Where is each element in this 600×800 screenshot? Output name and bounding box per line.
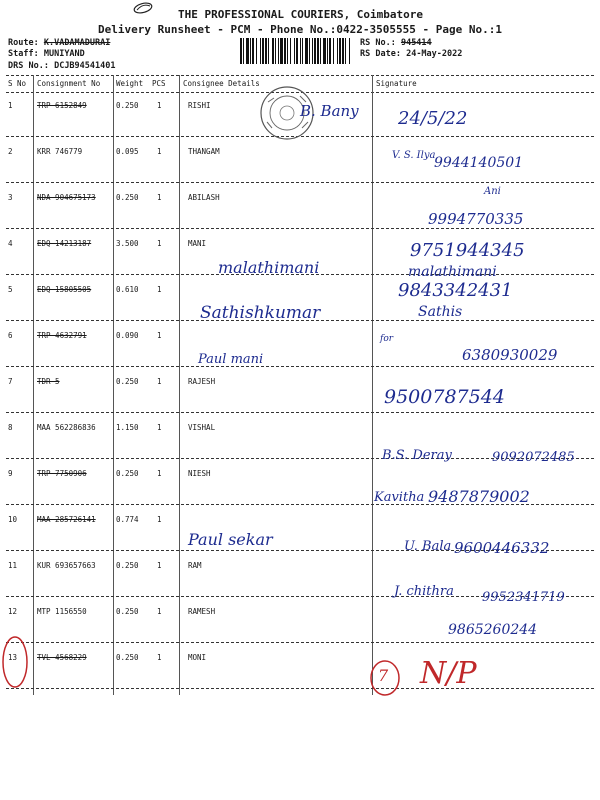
row-consignment: MAA 285726141 [37,515,96,524]
handwritten-date: 24/5/22 [398,108,468,129]
row-pcs: 1 [157,331,162,340]
row-consignee: THANGAM [188,147,220,156]
row-pcs: 1 [157,239,162,248]
col-header-consignment: Consignment No [37,79,101,88]
row-consignee: MANI [188,239,207,248]
row-consignee: NIESH [188,469,211,478]
row-consignee: VISHAL [188,423,216,432]
staff-value: MUNIYAND [43,49,85,59]
row-sno: 5 [8,285,13,294]
handwritten-phone: 9600446332 [454,539,550,557]
row-pcs: 1 [157,469,162,478]
row-consignment: TVL 4568229 [37,653,87,662]
rs-date-value: 24-May-2022 [406,49,463,59]
drs-line [8,61,116,71]
row-sno: 1 [8,101,13,110]
handwritten-phone: 9751944345 [410,240,525,261]
red-handwritten-mark: 7 [378,666,389,685]
row-pcs: 1 [157,423,162,432]
rs-no-value: 945414 [400,38,432,48]
route-label: Route: [8,38,39,48]
row-consignment: MAA 562286836 [37,423,96,432]
row-weight: 0.250 [116,377,139,386]
row-consignment: TDR 5 [37,377,60,386]
row-consignee: MONI [188,653,207,662]
handwritten-phone: 9487879002 [428,487,530,506]
row-consignee: ABILASH [188,193,220,202]
handwritten-note: for [380,334,394,344]
row-consignment: NDA 904675173 [37,193,96,202]
header-top-rule [6,75,594,76]
row-weight: 0.774 [116,515,139,524]
company-name: THE PROFESSIONAL COURIERS, Coimbatore [178,8,424,21]
row-pcs: 1 [157,101,162,110]
row-pcs: 1 [157,653,162,662]
row-weight: 0.250 [116,101,139,110]
handwritten-phone: 9952341719 [482,590,565,605]
route-line [8,38,110,48]
handwritten-phone: 9865260244 [448,622,538,638]
rs-date-label: RS Date: [360,49,401,59]
route-value: K.VADAMADURAI [43,38,111,48]
row-weight: 0.250 [116,607,139,616]
row-consignee: RISHI [188,101,211,110]
col-header-sno: S No [8,79,27,88]
row-separator [6,642,594,643]
row-sno: 9 [8,469,13,478]
handwritten-phone: 9092072485 [492,450,575,465]
courier-logo-icon [132,2,154,14]
row-separator [6,182,594,183]
handwritten-signature: J. chithra [394,584,454,599]
row-pcs: 1 [157,193,162,202]
row-sno: 8 [8,423,13,432]
row-pcs: 1 [157,515,162,524]
handwritten-name: Paul sekar [188,530,273,549]
row-weight: 0.610 [116,285,139,294]
row-consignee: RAJESH [188,377,216,386]
staff-line [8,49,85,59]
handwritten-signature: U. Bala [404,539,452,554]
row-consignment: TRP 7750906 [37,469,87,478]
row-weight: 3.500 [116,239,139,248]
handwritten-phone: 9944140501 [434,155,524,171]
handwritten-phone: 9500787544 [384,386,505,408]
red-circle-mark [0,634,30,690]
drs-label: DRS No.: [8,61,49,71]
drs-value: DCJB94541401 [54,61,116,71]
row-weight: 0.090 [116,331,139,340]
row-consignment: TRP 4632791 [37,331,87,340]
row-consignee: RAMESH [188,607,216,616]
handwritten-signature: Sathis [418,304,463,320]
row-pcs: 1 [157,377,162,386]
staff-label: Staff: [8,49,39,59]
row-consignment: KUR 693657663 [37,561,96,570]
row-consignment: EDQ 15805505 [37,285,92,294]
row-separator [6,366,594,367]
col-header-pcs: PCS [152,79,166,88]
row-consignment: KRR 746779 [37,147,83,156]
row-separator [6,412,594,413]
row-weight: 0.250 [116,561,139,570]
row-consignment: EDQ 14213187 [37,239,92,248]
barcode-icon [240,38,350,64]
handwritten-signature: Ani [484,186,501,197]
row-pcs: 1 [157,607,162,616]
table-row [0,369,600,413]
handwritten-phone: 9843342431 [398,280,513,301]
row-consignee: RAM [188,561,202,570]
row-weight: 0.250 [116,653,139,662]
rs-no-label: RS No.: [360,38,396,48]
rs-date-line [360,49,462,59]
handwritten-name: Sathishkumar [200,303,321,323]
row-separator [6,228,594,229]
handwritten-signature: B.S. Deray [382,448,452,463]
row-sno: 3 [8,193,13,202]
row-separator [6,688,594,689]
row-weight: 1.150 [116,423,139,432]
row-sno: 6 [8,331,13,340]
col-header-consignee: Consignee Details [183,79,260,88]
row-weight: 0.250 [116,193,139,202]
handwritten-signature: Kavitha [374,490,425,505]
runsheet-title: Delivery Runsheet - PCM - Phone No.:0422-3505555 - Page No.:1 [98,23,502,36]
not-present-note: N/P [420,656,477,691]
col-header-weight: Weight [116,79,144,88]
row-sno: 10 [8,515,18,524]
row-pcs: 1 [157,147,162,156]
row-sno: 13 [8,653,18,662]
table-row [0,645,600,689]
handwritten-phone: 9994770335 [428,210,524,228]
handwritten-signature: B. Bany [300,102,359,120]
row-sno: 4 [8,239,13,248]
row-consignment: MTP 1156550 [37,607,87,616]
row-weight: 0.095 [116,147,139,156]
row-consignment: TRP 6152849 [37,101,87,110]
handwritten-name: malathimani [408,264,497,280]
row-weight: 0.250 [116,469,139,478]
handwritten-signature: V. S. Ilya [392,150,436,161]
rs-no-line [360,38,432,48]
row-sno: 7 [8,377,13,386]
handwritten-phone: 6380930029 [462,346,558,364]
row-sno: 12 [8,607,18,616]
handwritten-name: Paul mani [198,352,264,367]
handwritten-name: malathimani [218,258,320,277]
row-sno: 11 [8,561,18,570]
row-sno: 2 [8,147,13,156]
col-header-signature: Signature [376,79,417,88]
row-pcs: 1 [157,285,162,294]
row-pcs: 1 [157,561,162,570]
